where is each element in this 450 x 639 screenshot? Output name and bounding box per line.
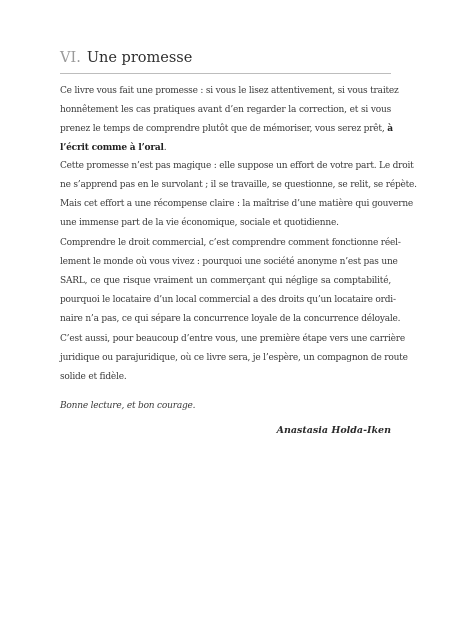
section-heading	[60, 48, 391, 68]
paragraph-line: pourquoi le locataire d’un local commercial a des droits qu’un locataire ordi-	[60, 295, 396, 305]
emphasis-text: l’écrit comme à l’oral	[60, 143, 164, 153]
paragraph-line: une immense part de la vie économique, sociale et quotidienne.	[60, 218, 339, 228]
paragraph-line: Cette promesse n’est pas magique : elle suppose un effort de votre part. Le droit	[60, 161, 414, 171]
paragraph-line: solide et fidèle.	[60, 372, 127, 382]
line-text: .	[163, 143, 167, 153]
paragraph-line: ne s’apprend pas en le survolant ; il se travaille, se questionne, se relit, se répète.	[60, 180, 417, 190]
paragraph-commercial-law	[60, 234, 401, 329]
heading-divider	[60, 73, 391, 74]
section-number: VI.	[60, 50, 81, 66]
paragraph-line: SARL, ce que risque vraiment un commerçant qui néglige sa comptabilité,	[60, 276, 391, 286]
paragraph-promise	[60, 82, 399, 158]
paragraph-line: naire n’a pas, ce qui sépare la concurrence loyale de la concurrence déloyale.	[60, 314, 401, 324]
closing-line	[60, 397, 391, 416]
paragraph-line	[60, 139, 391, 158]
section-title: Une promesse	[86, 50, 193, 66]
paragraph-line: Mais cet effort a une récompense claire : la maîtrise d’une matière qui gouverne	[60, 199, 414, 209]
paragraph-effort	[60, 157, 417, 233]
paragraph-line: Comprendre le droit commercial, c’est comprendre comment fonctionne réel-	[60, 238, 401, 248]
author-signature: Anastasia Holda-Iken	[276, 425, 391, 436]
emphasis-text: à	[387, 124, 393, 134]
closing-text: Bonne lecture, et bon courage.	[60, 401, 196, 411]
paragraph-line: lement le monde où vous vivez : pourquoi une société anonyme n’est pas une	[60, 257, 398, 267]
paragraph-career	[60, 330, 408, 387]
paragraph-line: C’est aussi, pour beaucoup d’entre vous, une première étape vers une carrière	[60, 334, 405, 344]
paragraph-line: juridique ou parajuridique, où ce livre sera, je l’espère, un compagnon de route	[60, 353, 408, 363]
paragraph-line: Ce livre vous fait une promesse : si vous le lisez attentivement, si vous traitez	[60, 86, 399, 96]
line-text: prenez le temps de comprendre plutôt que de mémoriser, vous serez prêt,	[60, 124, 385, 134]
paragraph-line: honnêtement les cas pratiques avant d’en regarder la correction, et si vous	[60, 105, 391, 115]
paragraph-line	[60, 120, 391, 139]
